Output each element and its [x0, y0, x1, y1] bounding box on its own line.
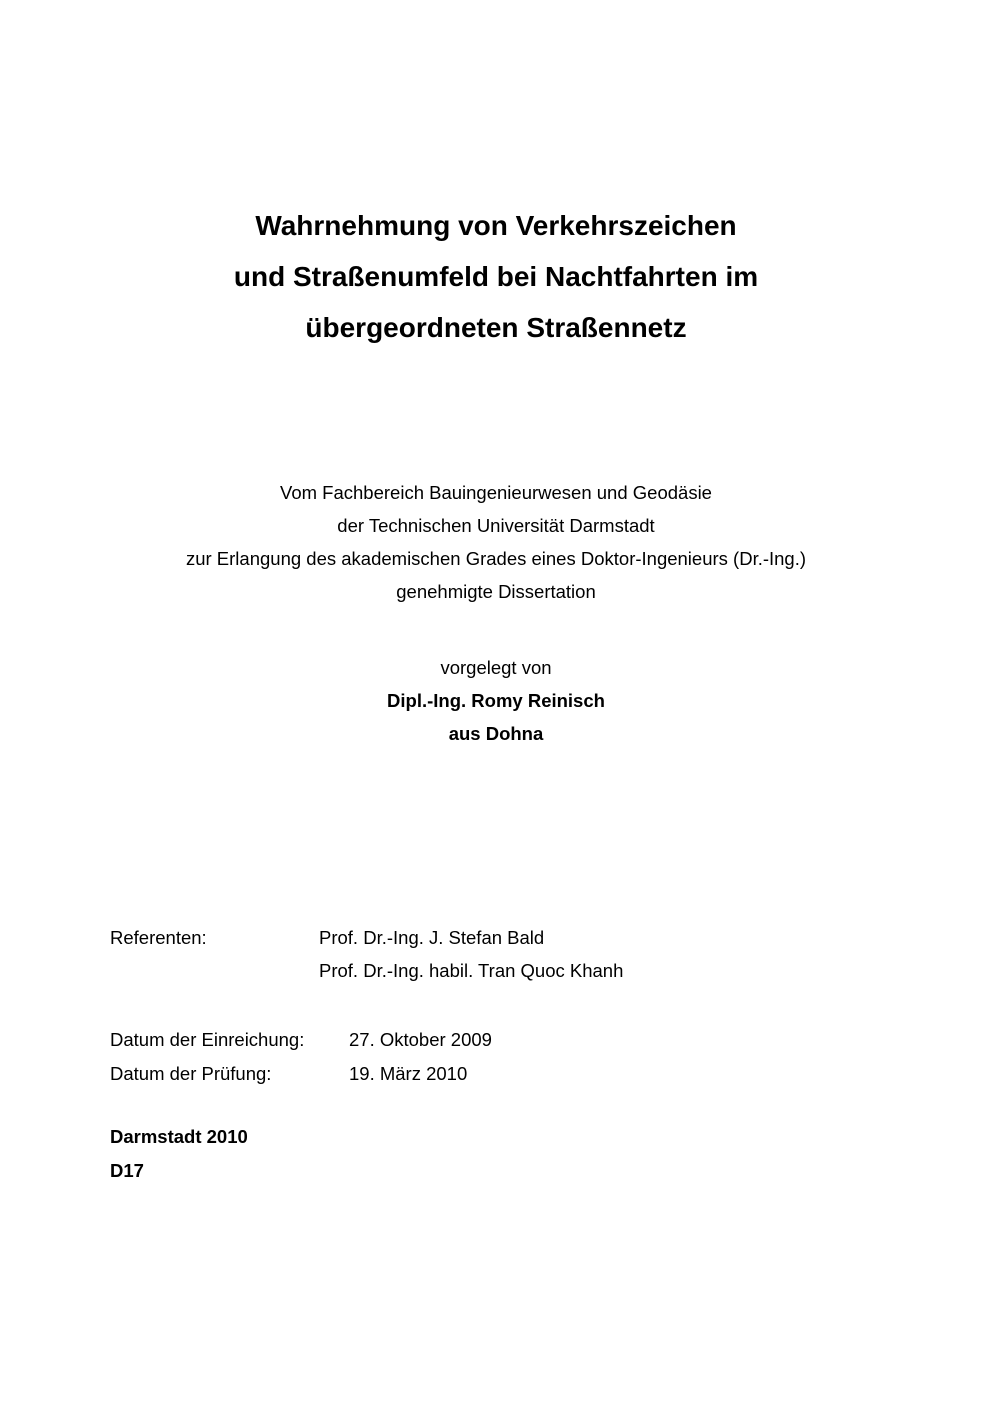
author-block — [0, 651, 992, 750]
referee-1: Prof. Dr.-Ing. J. Stefan Bald — [319, 927, 545, 948]
referees-label: Referenten: — [110, 927, 207, 948]
submission-date-value: 27. Oktober 2009 — [349, 1029, 492, 1050]
exam-date-value: 19. März 2010 — [349, 1063, 468, 1084]
submission-line-3: zur Erlangung des akademischen Grades eines Doktor-Ingenieurs (Dr.-Ing.) — [185, 548, 807, 569]
presented-by-label: vorgelegt von — [440, 657, 552, 678]
referee-2: Prof. Dr.-Ing. habil. Tran Quoc Khanh — [319, 960, 624, 981]
submission-line-4: genehmigte Dissertation — [396, 581, 596, 602]
author-origin: aus Dohna — [448, 723, 544, 744]
place-year: Darmstadt 2010 — [110, 1126, 248, 1147]
submission-date-label: Datum der Einreichung: — [110, 1029, 305, 1050]
title-line-1: Wahrnehmung von Verkehrszeichen — [255, 210, 737, 241]
submission-statement — [0, 476, 992, 608]
dissertation-title — [0, 200, 992, 353]
title-line-3: übergeordneten Straßennetz — [305, 312, 687, 343]
footer-block — [110, 1120, 248, 1188]
submission-line-1: Vom Fachbereich Bauingenieurwesen und Geodäsie — [280, 482, 712, 503]
author-name: Dipl.-Ing. Romy Reinisch — [387, 690, 605, 711]
submission-line-2: der Technischen Universität Darmstadt — [337, 515, 655, 536]
exam-date-label: Datum der Prüfung: — [110, 1063, 272, 1084]
title-line-2: und Straßenumfeld bei Nachtfahrten im — [233, 261, 759, 292]
university-code: D17 — [110, 1160, 144, 1181]
